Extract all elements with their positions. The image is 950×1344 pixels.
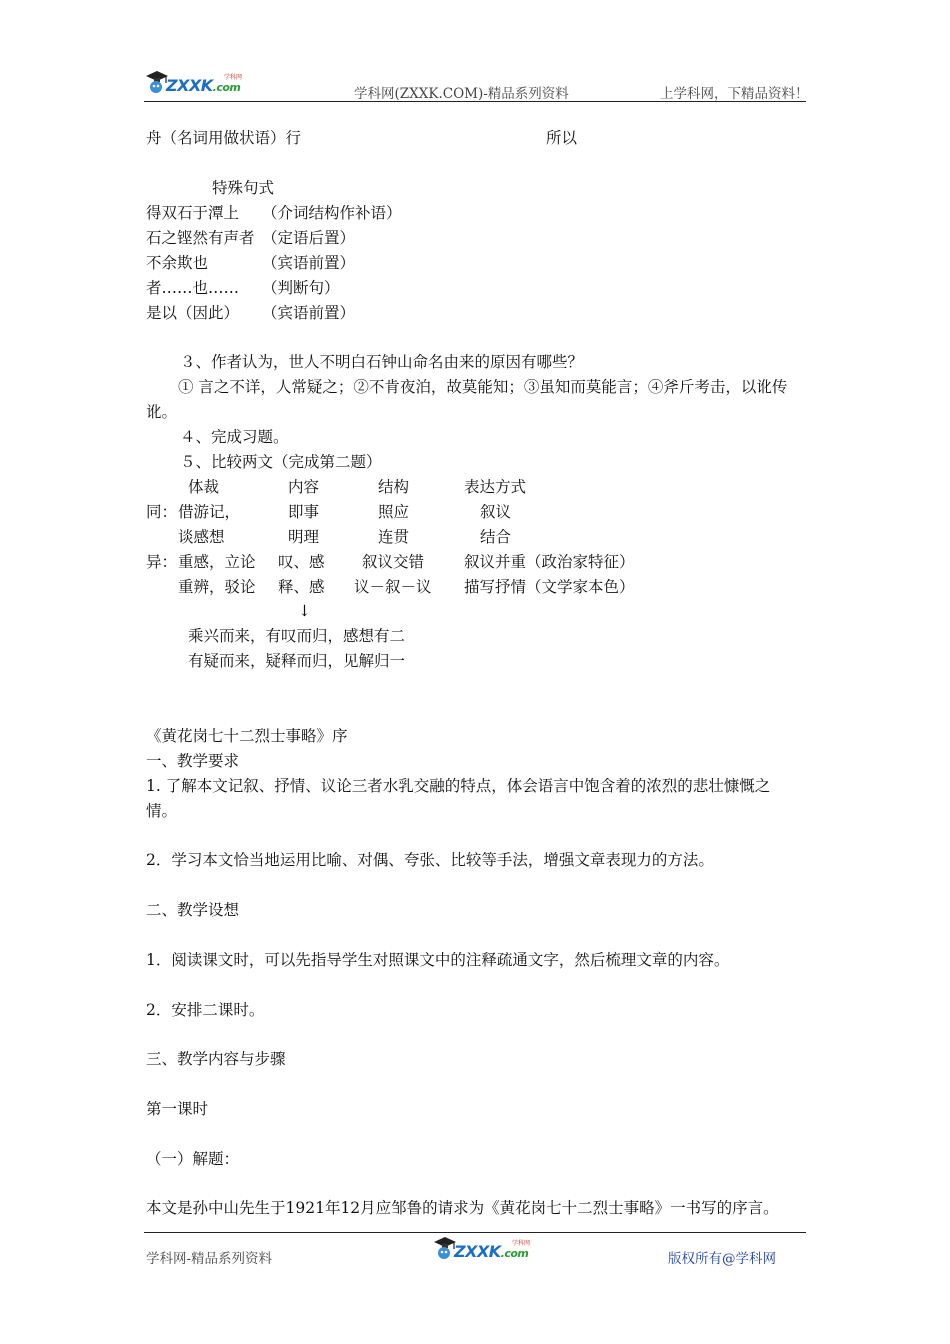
- footer-left-text: 学科网-精品系列资料: [146, 1251, 273, 1267]
- special-title: 特殊句式: [212, 179, 275, 197]
- diff-label: 异：: [146, 553, 178, 571]
- section-heading-3: 三、教学内容与步骤: [146, 1050, 286, 1068]
- logo-suffix: .com: [212, 81, 241, 94]
- intro-paragraph: 本文是孙中山先生于1921年12月应邹鲁的请求为《黄花岗七十二烈士事略》一书写的序言。: [146, 1199, 779, 1217]
- table-cell: 照应: [378, 503, 410, 521]
- header-rule: [144, 101, 806, 102]
- special-row-a: 是以（因此）: [146, 304, 240, 322]
- logo-tag: 学科网: [224, 74, 243, 81]
- footer-logo: [432, 1234, 532, 1264]
- lesson-1-heading: 第一课时: [146, 1100, 209, 1118]
- table-cell: 叙议交错: [362, 553, 425, 571]
- requirement-2: 2．学习本文恰当地运用比喻、对偶、夸张、比较等手法，增强文章表现力的方法。: [146, 851, 714, 869]
- article-title: 《黄花岗七十二烈士事略》序: [146, 727, 348, 745]
- logo-tag: 学科网: [512, 1240, 531, 1247]
- table-cell: 重辨，驳论: [178, 578, 256, 596]
- line-suoyi: 所以: [546, 129, 578, 147]
- table-cell: 描写抒情（文学家本色）: [464, 578, 635, 596]
- header-center-text: 学科网(ZXXK.COM)-精品系列资料: [354, 86, 569, 102]
- special-row-b: （宾语前置）: [262, 304, 356, 322]
- line-zhou: 舟（名词用做状语）行: [146, 129, 302, 147]
- plan-1: 1．阅读课文时，可以先指导学生对照课文中的注释疏通文字，然后梳理文章的内容。: [146, 951, 730, 969]
- special-row-b: （定语后置）: [262, 229, 356, 247]
- table-cell: 谈感想: [178, 528, 225, 546]
- header-right-text: 上学科网，下精品资料！: [660, 86, 809, 102]
- special-row-b: （判断句）: [262, 279, 340, 297]
- logo-suffix: .com: [500, 1247, 529, 1260]
- requirement-1-line2: 情。: [146, 802, 178, 820]
- special-row-a: 石之铿然有声者: [146, 229, 255, 247]
- table-header: 内容: [288, 478, 320, 496]
- header-logo: [144, 68, 244, 98]
- table-cell: 即事: [288, 503, 320, 521]
- table-cell: 议－叙－议: [354, 578, 432, 596]
- summary-line-2: 有疑而来，疑释而归，见解归一: [188, 652, 406, 670]
- special-row-a: 不余欺也: [146, 254, 209, 272]
- special-row-a: 者……也……: [146, 279, 240, 297]
- table-cell: 重感，立论: [178, 553, 256, 571]
- answer-3-line2: 讹。: [146, 403, 178, 421]
- special-row-b: （宾语前置）: [262, 254, 356, 272]
- table-cell: 释、感: [278, 578, 325, 596]
- table-header: 结构: [378, 478, 410, 496]
- answer-3-line1: ① 言之不详，人常疑之；②不肯夜泊，故莫能知；③虽知而莫能言；④斧斤考击，以讹传: [178, 378, 788, 396]
- footer-right-text: 版权所有@学科网: [668, 1251, 776, 1267]
- table-header: 表达方式: [464, 478, 527, 496]
- logo-text: ZXXK: [166, 76, 213, 95]
- section-heading-1: 一、教学要求: [146, 752, 240, 770]
- logo-text: ZXXK: [454, 1242, 501, 1261]
- table-cell: 叹、感: [278, 553, 325, 571]
- question-4: ４、完成习题。: [180, 428, 289, 446]
- table-cell: 结合: [480, 528, 512, 546]
- table-cell: 叙议并重（政治家特征）: [464, 553, 635, 571]
- question-3: ３、作者认为，世人不明白石钟山命名由来的原因有哪些？: [180, 353, 584, 371]
- table-cell: 明理: [288, 528, 320, 546]
- table-header: 体裁: [188, 478, 220, 496]
- footer-rule: [144, 1232, 806, 1233]
- summary-line-1: 乘兴而来，有叹而归，感想有二: [188, 627, 406, 645]
- plan-2: 2．安排二课时。: [146, 1001, 265, 1019]
- special-row-a: 得双石于潭上: [146, 204, 240, 222]
- special-row-b: （介词结构作补语）: [262, 204, 402, 222]
- requirement-1-line1: 1. 了解本文记叙、抒情、议论三者水乳交融的特点，体会语言中饱含着的浓烈的悲壮慷慨之: [146, 777, 771, 795]
- table-cell: 连贯: [378, 528, 410, 546]
- table-cell: 叙议: [480, 503, 512, 521]
- down-arrow-icon: ↓: [298, 602, 311, 620]
- same-label: 同：: [146, 503, 178, 521]
- question-5: ５、比较两文（完成第二题）: [180, 453, 382, 471]
- section-heading-2: 二、教学设想: [146, 901, 240, 919]
- table-cell: 借游记，: [178, 503, 241, 521]
- jieti-heading: （一）解题：: [146, 1150, 240, 1168]
